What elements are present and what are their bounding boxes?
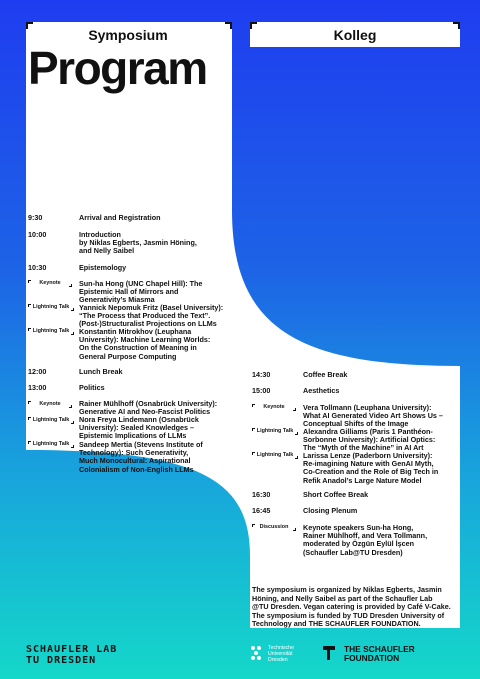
time-label: 12:00 [28, 367, 47, 376]
corner-mark [225, 22, 232, 29]
tag-lightning-talk: Lightning Talk [28, 417, 74, 424]
talk-text: Nora Freya Lindemann (Osnabrück University): Sealed Knowledges – Epistemic Implications of LLMs [79, 415, 199, 441]
tag-lightning-talk: Lightning Talk [28, 328, 74, 335]
item-text: Introduction by Niklas Egberts, Jasmin Höning, and Nelly Saibel [79, 230, 197, 256]
time-label: 16:45 [252, 506, 271, 515]
time-label: 15:00 [252, 386, 271, 395]
corner-mark [250, 22, 257, 29]
talk-text: Vera Tollmann (Leuphana University): What AI Generated Video Art Shows Us – Conceptual Shifts of the Image [303, 403, 443, 429]
time-label: 10:30 [28, 263, 47, 272]
talk-text: Rainer Mühlhoff (Osnabrück University): Generative AI and Neo-Fascist Politics [79, 399, 218, 417]
section-title: Epistemology [79, 263, 127, 272]
corner-mark [453, 22, 460, 29]
tud-logo-icon [250, 645, 264, 661]
time-label: 14:30 [252, 370, 271, 379]
time-label: 9:30 [28, 213, 43, 222]
section-title: Politics [79, 383, 105, 392]
tag-discussion: Discussion [252, 524, 296, 531]
section-title: Aesthetics [303, 386, 340, 395]
header-kolleg: Kolleg [333, 27, 377, 43]
header-symposium: Symposium [88, 27, 168, 43]
talk-text: Sun-ha Hong (UNC Chapel Hill): The Epistemic Hall of Mirrors and Generativity’s Miasma [79, 279, 203, 305]
time-label: 13:00 [28, 383, 47, 392]
tag-lightning-talk: Lightning Talk [28, 304, 74, 311]
tag-keynote: Keynote [252, 404, 296, 411]
item-text: Closing Plenum [303, 506, 358, 515]
foundation-logo-text: THE SCHAUFLER FOUNDATION [344, 644, 415, 664]
talk-text: Keynote speakers Sun-ha Hong, Rainer Mühlhoff, and Vera Tollmann, moderated by Özgün Eylül İşcen (Schaufler Lab@TU Dresden) [303, 523, 428, 557]
time-label: 16:30 [252, 490, 271, 499]
item-text: Arrival and Registration [79, 213, 161, 222]
tag-lightning-talk: Lightning Talk [252, 428, 298, 435]
talk-text: Yannick Nepomuk Fritz (Basel University): “The Process that Produced the Text”. (Post-)Structuralist Projections on LLMs [79, 303, 224, 329]
tud-logo-text: Technische Universität Dresden [268, 645, 294, 663]
talk-text: Alexandra Gilliams (Paris 1 Panthéon- Sorbonne University): Artificial Optics: The “Myth of the Machine” in AI Art [303, 427, 436, 453]
tag-keynote: Keynote [28, 280, 72, 287]
tag-lightning-talk: Lightning Talk [28, 441, 74, 448]
footer-note: The symposium is organized by Niklas Egberts, Jasmin Höning, and Nelly Saibel as part of the Schaufler Lab @TU Dresden. Vegan catering is provided by Café V-Cake. The symposium is funded by TUD Dresden University of Technology and THE SCHAUFLER FOUNDATION. [252, 585, 451, 629]
schaufler-lab-logo: SCHAUFLER LAB TU DRESDEN [26, 644, 118, 666]
item-text: Short Coffee Break [303, 490, 369, 499]
time-label: 10:00 [28, 230, 47, 239]
talk-text: Larissa Lenze (Paderborn University): Re-imagining Nature with GenAI Myth, Co-Creation and the Role of Big Tech in Refik Anadol’s Large Nature Model [303, 451, 439, 485]
item-text: Lunch Break [79, 367, 123, 376]
foundation-logo-icon [322, 645, 336, 661]
talk-text: Konstantin Mitrokhov (Leuphana University): Machine Learning Worlds: On the Construction of Meaning in General Purpose Computing [79, 327, 211, 361]
page-title: Program [28, 42, 207, 94]
talk-text: Sandeep Mertia (Stevens Institute of Technology): Such Generativity, Much Monocultural: Aspirational Colonialism of Non-English LLMs [79, 440, 203, 474]
tag-keynote: Keynote [28, 401, 72, 408]
item-text: Coffee Break [303, 370, 348, 379]
tag-lightning-talk: Lightning Talk [252, 452, 298, 459]
corner-mark [26, 22, 33, 29]
